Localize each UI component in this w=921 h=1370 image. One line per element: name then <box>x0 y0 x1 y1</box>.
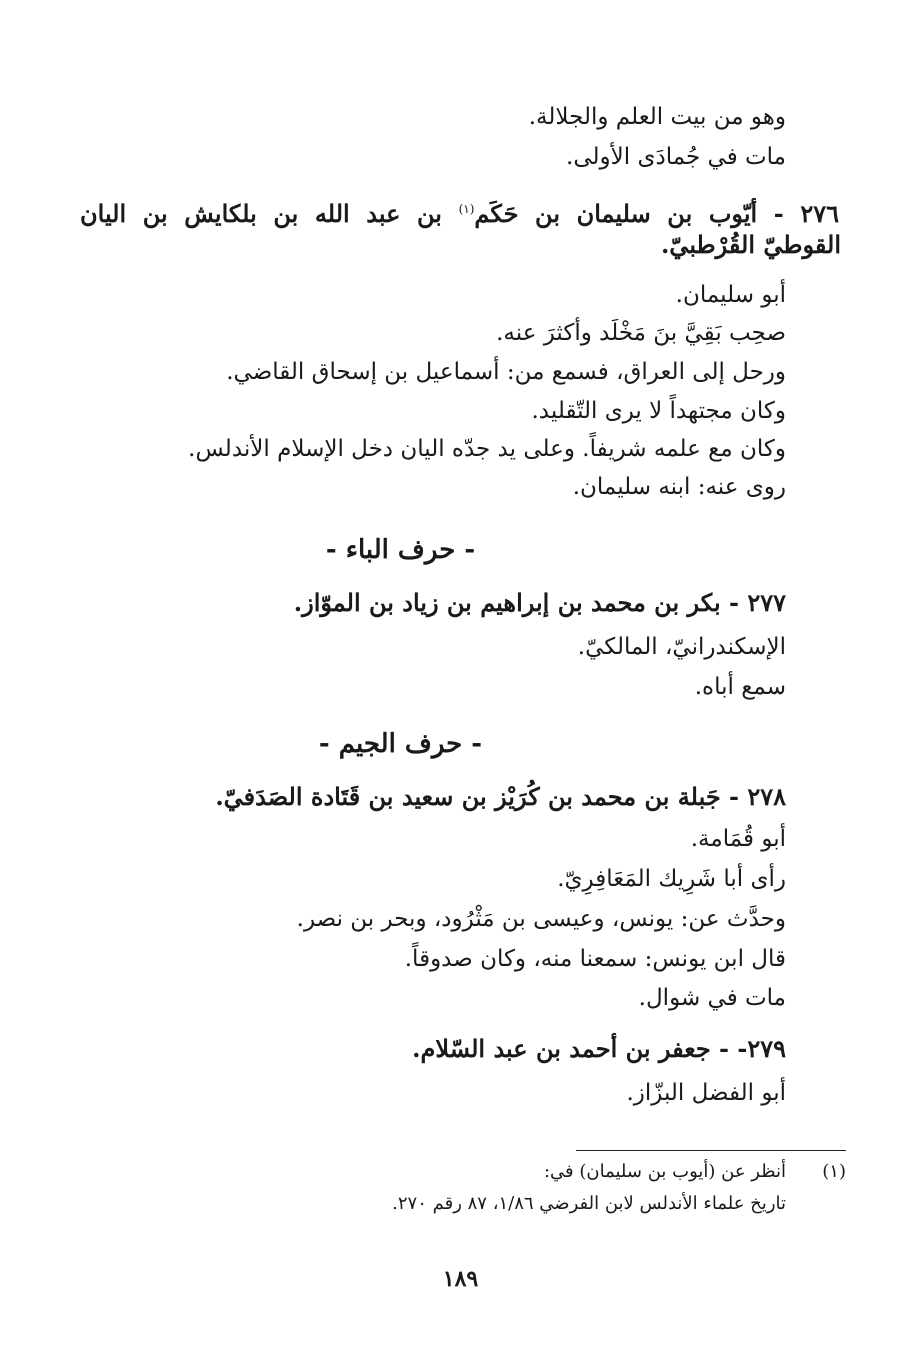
text-line: أبو سليمان. <box>675 282 786 308</box>
entry-heading-part: بن عبد الله بن بلكايش بن اليان <box>80 199 459 228</box>
entry-heading-277: ٢٧٧ - بكر بن محمد بن إبراهيم بن زياد بن الموّاز. <box>293 588 786 617</box>
footnote-line: أنظر عن (أيوب بن سليمان) في: <box>543 1161 786 1182</box>
text-line: وكان مع علمه شريفاً. وعلى يد جدّه اليان دخل الإسلام الأندلس. <box>188 436 786 462</box>
footnote-marker: (١) <box>458 202 475 216</box>
text-line: روى عنه: ابنه سليمان. <box>572 474 786 500</box>
section-heading-ba: - حرف الباء - <box>325 535 476 565</box>
text-line: مات في جُمادَى الأولى. <box>566 144 786 170</box>
text-line: سمع أباه. <box>694 674 786 700</box>
text-line: مات في شوال. <box>638 985 786 1011</box>
text-line: وكان مجتهداً لا يرى التّقليد. <box>531 398 786 424</box>
text-line: رأى أبا شَرِيك المَعَافِرِيّ. <box>557 866 786 892</box>
text-line: أبو الفضل البزّاز. <box>626 1080 786 1106</box>
entry-heading-276 <box>80 194 839 229</box>
entry-heading-279: ٢٧٩- - جعفر بن أحمد بن عبد السّلام. <box>412 1034 786 1063</box>
text-line: الإسكندرانيّ، المالكيّ. <box>577 634 786 660</box>
page-number: ١٨٩ <box>442 1266 479 1292</box>
text-line: قال ابن يونس: سمعنا منه، وكان صدوقاً. <box>404 946 786 972</box>
footnote-divider <box>576 1150 846 1151</box>
text-line: صحِب بَقِيَّ بنَ مَخْلَد وأكثرَ عنه. <box>496 320 786 346</box>
footnote-line: تاريخ علماء الأندلس لابن الفرضي ١/٨٦، ٨٧ رقم ٢٧٠. <box>392 1193 786 1214</box>
entry-heading-278: ٢٧٨ - جَبلة بن محمد بن كُرَيْز بن سعيد بن قَتَادة الصَدَفيّ. <box>215 782 786 811</box>
text-line: وحدَّث عن: يونس، وعيسى بن مَثْرُود، وبحر بن نصر. <box>296 906 786 932</box>
text-line: ورحل إلى العراق، فسمع من: أسماعيل بن إسحاق القاضي. <box>226 359 786 385</box>
text-line: أبو قُمَامة. <box>690 826 786 852</box>
entry-heading-continuation: القوطيّ القُرْطبيّ. <box>660 230 841 259</box>
text-line: وهو من بيت العلم والجلالة. <box>528 104 786 130</box>
section-heading-jim: - حرف الجيم - <box>318 729 483 759</box>
footnote-number: (١) <box>822 1161 846 1182</box>
entry-heading-part: ٢٧٦ - أيّوب بن سليمان بن حَكَم <box>474 199 839 228</box>
